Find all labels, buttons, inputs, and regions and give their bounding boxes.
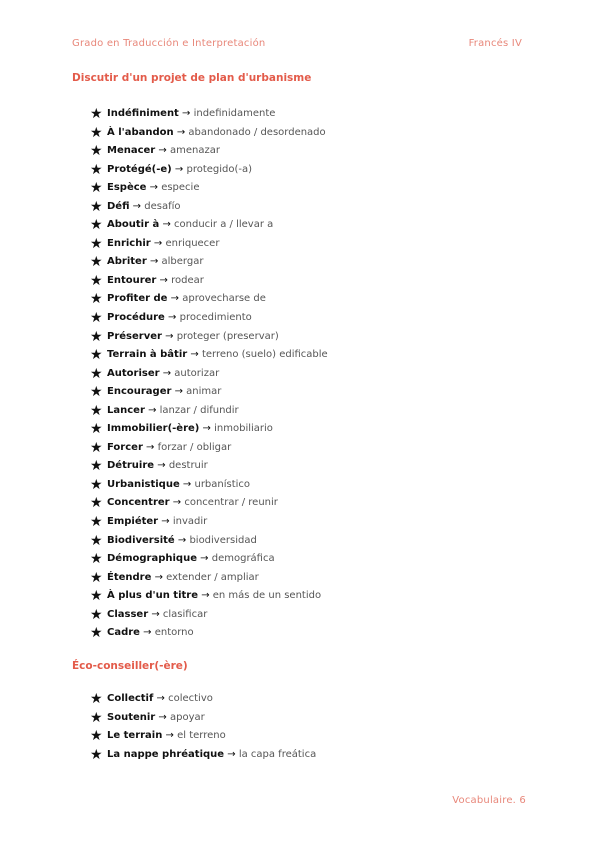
arrow-icon: → [196, 553, 212, 565]
term-translation: especie [161, 182, 200, 194]
term-french: La nappe phréatique [107, 748, 225, 760]
term-french: Lancer [107, 404, 145, 416]
term-french: Concentrer [107, 497, 170, 509]
star-bullet-icon: ★ [90, 551, 103, 568]
term-french: Terrain à bâtir [107, 349, 188, 361]
arrow-icon: → [155, 145, 170, 157]
vocab-list [90, 105, 328, 643]
term-french: Enrichir [107, 237, 151, 249]
list-item [90, 365, 328, 384]
list-item [90, 587, 328, 606]
term-translation: demográfica [211, 553, 275, 565]
vocab-list [90, 690, 316, 764]
term-translation: entorno [154, 627, 194, 639]
star-bullet-icon: ★ [90, 106, 103, 122]
term-translation: aprovecharse de [182, 293, 266, 305]
term-french: Indéfiniment [107, 108, 179, 119]
list-item [90, 513, 328, 532]
star-bullet-icon: ★ [90, 495, 103, 512]
arrow-icon: → [153, 693, 169, 704]
list-item [90, 142, 328, 161]
term-french: Cadre [107, 627, 140, 639]
term-translation: urbanístico [194, 478, 251, 490]
term-french: Empiéter [107, 516, 159, 528]
list-item [90, 624, 328, 643]
section-title: Discutir d'un projet de plan d'urbanisme [72, 72, 312, 84]
term-translation: el terreno [177, 730, 226, 742]
term-french: Menacer [107, 145, 156, 157]
star-bullet-icon: ★ [90, 347, 103, 364]
term-french: Abriter [107, 256, 147, 268]
list-item [90, 124, 328, 143]
term-translation: la capa freática [238, 748, 317, 760]
list-item [90, 216, 328, 235]
term-translation: procedimiento [179, 312, 252, 324]
arrow-icon: → [148, 608, 163, 620]
arrow-icon: → [161, 330, 177, 342]
list-item [90, 606, 328, 625]
term-translation: rodear [171, 274, 204, 286]
arrow-icon: → [169, 497, 185, 509]
star-bullet-icon: ★ [90, 291, 103, 308]
term-translation: amenazar [170, 145, 220, 157]
term-french: Étendre [107, 571, 152, 583]
arrow-icon: → [178, 108, 194, 119]
list-item [90, 727, 316, 746]
star-bullet-icon: ★ [90, 402, 103, 419]
term-french: Collectif [107, 693, 154, 704]
arrow-icon: → [198, 590, 213, 602]
arrow-icon: → [144, 404, 160, 416]
term-translation: enriquecer [165, 237, 220, 249]
star-bullet-icon: ★ [90, 310, 103, 327]
term-french: Démographique [107, 553, 197, 565]
star-bullet-icon: ★ [90, 458, 103, 475]
term-translation: biodiversidad [189, 534, 257, 546]
term-translation: desafío [144, 200, 181, 212]
header-subject: Francés IV [468, 38, 522, 49]
list-item [90, 690, 316, 709]
arrow-icon: → [179, 478, 195, 490]
star-bullet-icon: ★ [90, 421, 103, 438]
arrow-icon: → [187, 349, 202, 361]
term-french: Biodiversité [107, 534, 175, 546]
term-translation: colectivo [168, 693, 213, 704]
term-french: Entourer [107, 274, 157, 286]
term-translation: animar [186, 386, 222, 398]
arrow-icon: → [151, 571, 167, 583]
star-bullet-icon: ★ [90, 328, 103, 345]
arrow-icon: → [167, 293, 183, 305]
list-item [90, 309, 328, 328]
list-item [90, 457, 328, 476]
star-bullet-icon: ★ [90, 384, 103, 401]
star-bullet-icon: ★ [90, 728, 103, 745]
list-item [90, 746, 316, 765]
term-french: Protégé(-e) [107, 163, 172, 175]
star-bullet-icon: ★ [90, 691, 103, 707]
term-translation: inmobiliario [214, 423, 273, 435]
term-translation: proteger (preservar) [176, 330, 279, 342]
star-bullet-icon: ★ [90, 180, 103, 197]
term-translation: terreno (suelo) edificable [201, 349, 328, 361]
term-translation: extender / ampliar [166, 571, 259, 583]
term-translation: abandonado / desordenado [188, 126, 326, 138]
star-bullet-icon: ★ [90, 569, 103, 586]
star-bullet-icon: ★ [90, 217, 103, 234]
term-translation: apoyar [169, 711, 205, 723]
list-item [90, 532, 328, 551]
arrow-icon: → [164, 312, 180, 324]
list-item [90, 346, 328, 365]
star-bullet-icon: ★ [90, 198, 103, 215]
term-french: Profiter de [107, 293, 168, 305]
list-item [90, 709, 316, 728]
term-translation: clasificar [162, 608, 208, 620]
arrow-icon: → [173, 126, 189, 138]
term-french: Encourager [107, 386, 172, 398]
arrow-icon: → [171, 163, 187, 175]
arrow-icon: → [199, 423, 215, 435]
arrow-icon: → [158, 516, 173, 528]
list-item [90, 179, 328, 198]
term-translation: invadir [172, 516, 208, 528]
star-bullet-icon: ★ [90, 625, 103, 642]
star-bullet-icon: ★ [90, 143, 103, 160]
term-french: Procédure [107, 312, 165, 324]
star-bullet-icon: ★ [90, 124, 103, 141]
header-course-title: Grado en Traducción e Interpretación [72, 38, 266, 49]
list-item [90, 253, 328, 272]
star-bullet-icon: ★ [90, 254, 103, 271]
term-french: À plus d'un titre [107, 590, 199, 602]
term-translation: protegido(-a) [186, 163, 253, 175]
term-translation: albergar [161, 256, 204, 268]
star-bullet-icon: ★ [90, 476, 103, 493]
term-french: Forcer [107, 441, 143, 453]
term-french: Autoriser [107, 367, 160, 379]
star-bullet-icon: ★ [90, 235, 103, 252]
list-item [90, 550, 328, 569]
star-bullet-icon: ★ [90, 514, 103, 531]
arrow-icon: → [159, 367, 175, 379]
arrow-icon: → [224, 748, 239, 760]
arrow-icon: → [159, 219, 175, 231]
term-french: Préserver [107, 330, 162, 342]
term-french: Soutenir [107, 711, 156, 723]
arrow-icon: → [174, 534, 190, 546]
list-item [90, 235, 328, 254]
arrow-icon: → [129, 200, 145, 212]
term-translation: forzar / obligar [157, 441, 232, 453]
list-item [90, 272, 328, 291]
term-translation: indefinidamente [193, 108, 276, 119]
arrow-icon: → [156, 274, 172, 286]
arrow-icon: → [171, 386, 187, 398]
list-item [90, 420, 328, 439]
star-bullet-icon: ★ [90, 709, 103, 726]
term-french: Le terrain [107, 730, 163, 742]
term-french: Défi [107, 200, 130, 212]
star-bullet-icon: ★ [90, 746, 103, 763]
arrow-icon: → [139, 627, 155, 639]
term-translation: lanzar / difundir [159, 404, 239, 416]
star-bullet-icon: ★ [90, 588, 103, 605]
list-item [90, 290, 328, 309]
term-french: Urbanistique [107, 478, 180, 490]
star-bullet-icon: ★ [90, 606, 103, 623]
star-bullet-icon: ★ [90, 439, 103, 456]
list-item [90, 439, 328, 458]
section-title: Éco-conseiller(-ère) [72, 660, 188, 672]
arrow-icon: → [146, 256, 162, 268]
arrow-icon: → [162, 730, 178, 742]
term-translation: destruir [168, 460, 208, 472]
term-translation: en más de un sentido [212, 590, 322, 602]
list-item [90, 383, 328, 402]
list-item [90, 476, 328, 495]
arrow-icon: → [142, 441, 158, 453]
list-item [90, 198, 328, 217]
term-translation: conducir a / llevar a [174, 219, 274, 231]
list-item [90, 402, 328, 421]
star-bullet-icon: ★ [90, 532, 103, 549]
term-french: Aboutir à [107, 219, 160, 231]
star-bullet-icon: ★ [90, 365, 103, 382]
list-item [90, 569, 328, 588]
list-item [90, 105, 328, 124]
arrow-icon: → [150, 237, 166, 249]
term-french: Classer [107, 608, 149, 620]
arrow-icon: → [155, 711, 170, 723]
term-translation: concentrar / reunir [184, 497, 278, 509]
term-french: Détruire [107, 460, 155, 472]
list-item [90, 161, 328, 180]
star-bullet-icon: ★ [90, 272, 103, 289]
term-french: Espèce [107, 182, 147, 194]
list-item [90, 328, 328, 347]
arrow-icon: → [146, 182, 162, 194]
page-footer: Vocabulaire. 6 [452, 795, 526, 806]
list-item [90, 494, 328, 513]
star-bullet-icon: ★ [90, 161, 103, 178]
term-french: Immobilier(-ère) [107, 423, 200, 435]
term-french: À l'abandon [107, 126, 174, 138]
arrow-icon: → [154, 460, 169, 472]
term-translation: autorizar [174, 367, 220, 379]
